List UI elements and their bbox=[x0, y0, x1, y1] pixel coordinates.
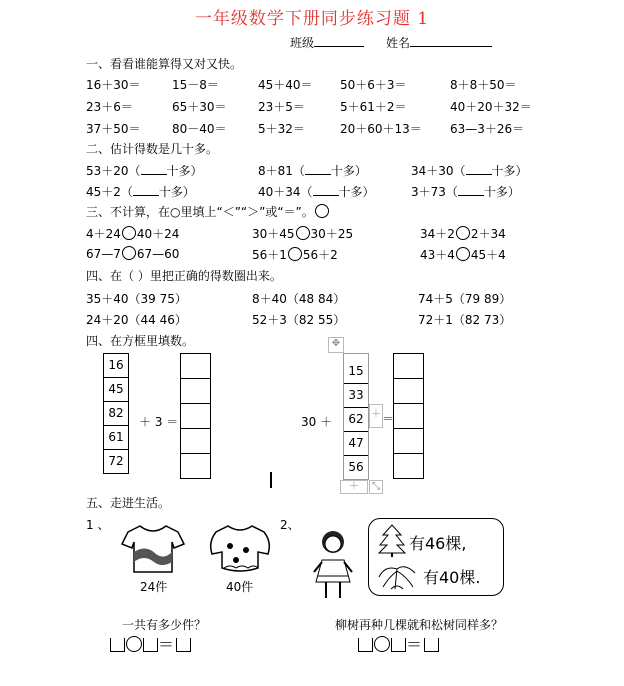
compare-circle-icon[interactable] bbox=[122, 226, 136, 240]
left-answer-column[interactable] bbox=[180, 353, 211, 479]
left-number-cell: 61 bbox=[104, 426, 128, 450]
pine-tree-icon bbox=[377, 523, 407, 557]
left-number-cell: 72 bbox=[108, 454, 124, 468]
willow-tree-icon bbox=[375, 559, 419, 591]
estimate-blank[interactable] bbox=[133, 195, 159, 196]
estimate-item: 45＋2（ 十多） bbox=[86, 185, 195, 199]
circle-answer-item[interactable]: 24＋20（44 46） bbox=[86, 313, 187, 327]
compare-circle-icon[interactable] bbox=[122, 246, 136, 260]
answer-template-2[interactable]: ＝ bbox=[358, 632, 439, 655]
add-row-icon[interactable]: ＋ bbox=[340, 480, 368, 494]
compare-item: 43＋4 45＋4 bbox=[420, 248, 506, 262]
problem-1-number: 1 、 bbox=[86, 518, 110, 532]
estimate-item: 34＋30（ 十多） bbox=[411, 164, 528, 178]
section-4-heading: 四、在（ ）里把正确的得数圈出来。 bbox=[86, 269, 282, 283]
compare-circle-icon[interactable] bbox=[296, 226, 310, 240]
right-number-cell: 47 bbox=[344, 432, 368, 456]
left-number-cell: 82 bbox=[104, 402, 128, 426]
estimate-blank[interactable] bbox=[313, 195, 339, 196]
section-5-heading: 四、在方框里填数。 bbox=[86, 334, 195, 348]
estimate-item: 3＋73（ 十多） bbox=[411, 185, 520, 199]
class-label: 班级 bbox=[290, 36, 315, 50]
sweater-count: 40件 bbox=[226, 580, 254, 594]
name-label: 姓名 bbox=[386, 36, 411, 50]
pine-count: 有46棵, bbox=[409, 534, 467, 553]
compare-item: 4＋24 40＋24 bbox=[86, 227, 180, 241]
add-column-icon[interactable]: ＋ bbox=[369, 404, 383, 428]
estimate-blank[interactable] bbox=[458, 195, 484, 196]
estimate-item: 40＋34（ 十多） bbox=[258, 185, 375, 199]
resize-handle-icon[interactable]: ⤡ bbox=[369, 480, 383, 494]
circle-answer-item[interactable]: 72＋1（82 73） bbox=[418, 313, 512, 327]
question-2: 柳树再种几棵就和松树同样多？ bbox=[335, 618, 504, 632]
right-answer-column[interactable] bbox=[393, 353, 424, 479]
page-title: 一年级数学下册同步练习题 1 bbox=[194, 9, 430, 29]
section-1-heading: 一、看看谁能算得又对又快。 bbox=[86, 57, 243, 71]
shirt-count: 24件 bbox=[140, 580, 168, 594]
calc-item: 45＋40＝ bbox=[258, 78, 313, 92]
speech-bubble bbox=[368, 518, 504, 596]
left-operator: ＋ 3 ＝ bbox=[139, 415, 179, 429]
calc-item: 15－8＝ bbox=[172, 78, 219, 92]
calc-item: 50＋6＋3＝ bbox=[340, 78, 407, 92]
left-number-column bbox=[103, 353, 129, 474]
calc-item: 16＋30＝ bbox=[86, 78, 141, 92]
shirt-icon bbox=[120, 522, 186, 574]
calc-item: 5＋32＝ bbox=[258, 122, 305, 136]
move-handle-icon[interactable]: ✥ bbox=[328, 337, 344, 353]
right-equals: ＝ bbox=[382, 412, 395, 426]
calc-item: 20＋60＋13＝ bbox=[340, 122, 422, 136]
question-1: 一共有多少件？ bbox=[122, 618, 207, 632]
right-number-cell: 15 bbox=[344, 360, 368, 384]
compare-item: 67—7 67—60 bbox=[86, 247, 180, 261]
answer-template-1[interactable]: ＝ bbox=[110, 632, 191, 655]
compare-item: 34＋2 2＋34 bbox=[420, 227, 506, 241]
calc-item: 63—3＋26＝ bbox=[450, 122, 525, 136]
section-2-heading: 二、估计得数是几十多。 bbox=[86, 142, 219, 156]
calc-item: 65＋30＝ bbox=[172, 100, 227, 114]
class-field[interactable] bbox=[290, 34, 364, 51]
willow-count: 有40棵. bbox=[423, 568, 481, 587]
estimate-item: 8＋81（ 十多） bbox=[258, 164, 367, 178]
right-number-cell: 33 bbox=[344, 384, 368, 408]
text-cursor bbox=[270, 472, 272, 488]
compare-circle-icon[interactable] bbox=[456, 247, 470, 261]
right-prefix: 30 ＋ bbox=[301, 415, 333, 429]
right-number-cell: 62 bbox=[344, 408, 368, 432]
estimate-blank[interactable] bbox=[141, 174, 167, 175]
compare-item: 56＋1 56＋2 bbox=[252, 248, 338, 262]
estimate-blank[interactable] bbox=[305, 174, 331, 175]
calc-item: 80－40＝ bbox=[172, 122, 227, 136]
calc-item: 37＋50＝ bbox=[86, 122, 141, 136]
calc-item: 5＋61＋2＝ bbox=[340, 100, 407, 114]
section-3-heading: 三、不计算，在○里填上“＜”“＞”或“＝”。 bbox=[86, 203, 330, 220]
sweater-icon bbox=[206, 520, 274, 576]
calc-item: 8＋8＋50＝ bbox=[450, 78, 517, 92]
circle-answer-item[interactable]: 74＋5（79 89） bbox=[418, 292, 512, 306]
compare-circle-icon[interactable] bbox=[288, 247, 302, 261]
section-6-heading: 五、走进生活。 bbox=[86, 496, 171, 510]
left-number-cell: 16 bbox=[104, 354, 128, 378]
right-number-cell: 56 bbox=[348, 460, 364, 474]
calc-item: 40＋20＋32＝ bbox=[450, 100, 532, 114]
circle-answer-item[interactable]: 52＋3（82 55） bbox=[252, 313, 346, 327]
compare-item: 30＋45 30＋25 bbox=[252, 227, 354, 241]
estimate-item: 53＋20（ 十多） bbox=[86, 164, 203, 178]
estimate-blank[interactable] bbox=[466, 174, 492, 175]
right-number-column bbox=[343, 353, 369, 480]
circle-icon bbox=[315, 204, 329, 218]
name-field[interactable] bbox=[386, 34, 492, 51]
left-number-cell: 45 bbox=[104, 378, 128, 402]
compare-circle-icon[interactable] bbox=[456, 226, 470, 240]
calc-item: 23＋6＝ bbox=[86, 100, 133, 114]
circle-answer-item[interactable]: 8＋40（48 84） bbox=[252, 292, 346, 306]
problem-2-number: 2、 bbox=[280, 518, 300, 532]
circle-answer-item[interactable]: 35＋40（39 75） bbox=[86, 292, 187, 306]
calc-item: 23＋5＝ bbox=[258, 100, 305, 114]
girl-icon bbox=[310, 530, 356, 602]
